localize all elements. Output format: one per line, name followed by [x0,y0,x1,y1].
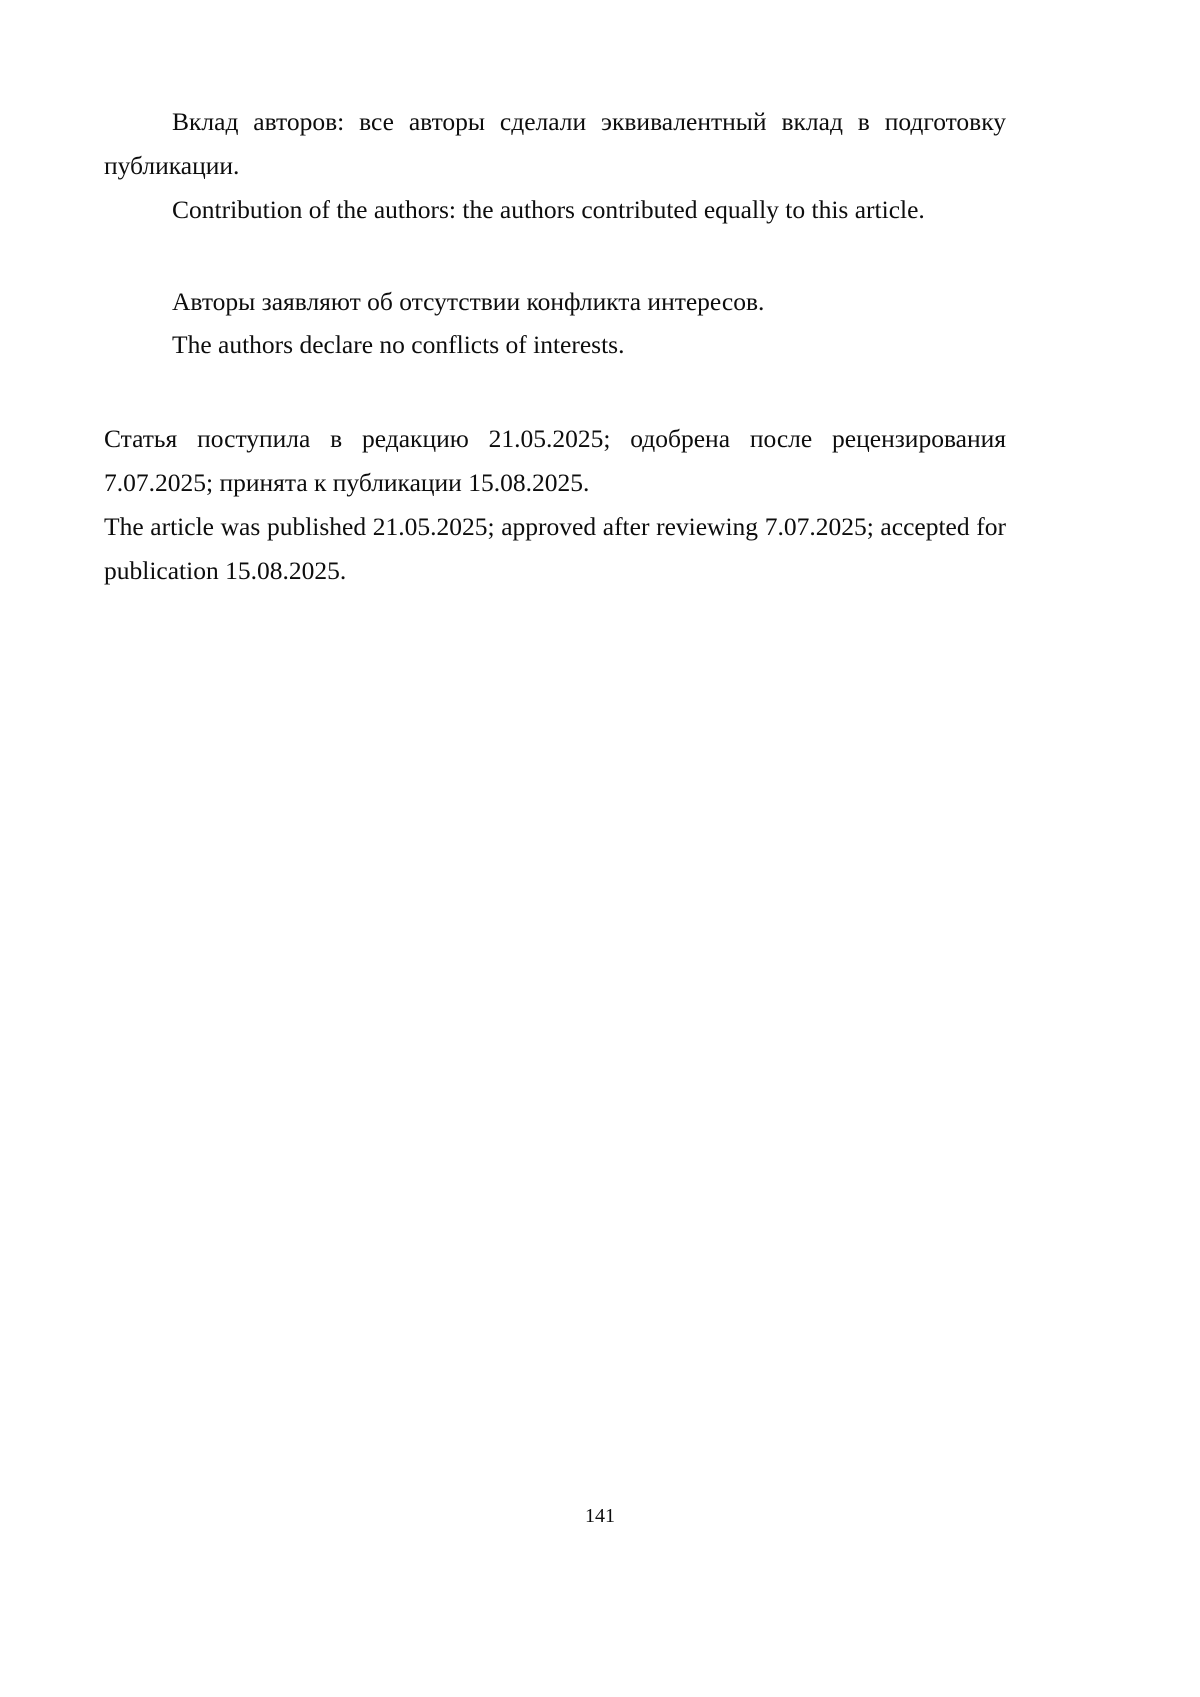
paragraph-contribution-en: Contribution of the authors: the authors contributed equally to this article. [172,194,925,224]
paragraph-conflict-ru: Авторы заявляют об отсутствии конфликта интересов. [172,286,765,316]
page-number: 141 [585,1505,615,1527]
spacer [104,232,1006,280]
paragraph-contribution-ru: Вклад авторов: все авторы сделали эквивалентный вклад в подготовку публикации. [104,107,1006,180]
page-content [104,100,1006,593]
paragraph-dates-ru: Статья поступила в редакцию 21.05.2025; одобрена после рецензирования 7.07.2025; принята к публикации 15.08.2025. [104,424,1006,498]
spacer [104,367,1006,417]
paragraph-conflict-en: The authors declare no conflicts of interests. [172,330,625,360]
paragraph-dates-en: The article was published 21.05.2025; approved after reviewing 7.07.2025; accepted for publication 15.08.2025. [104,512,1006,585]
